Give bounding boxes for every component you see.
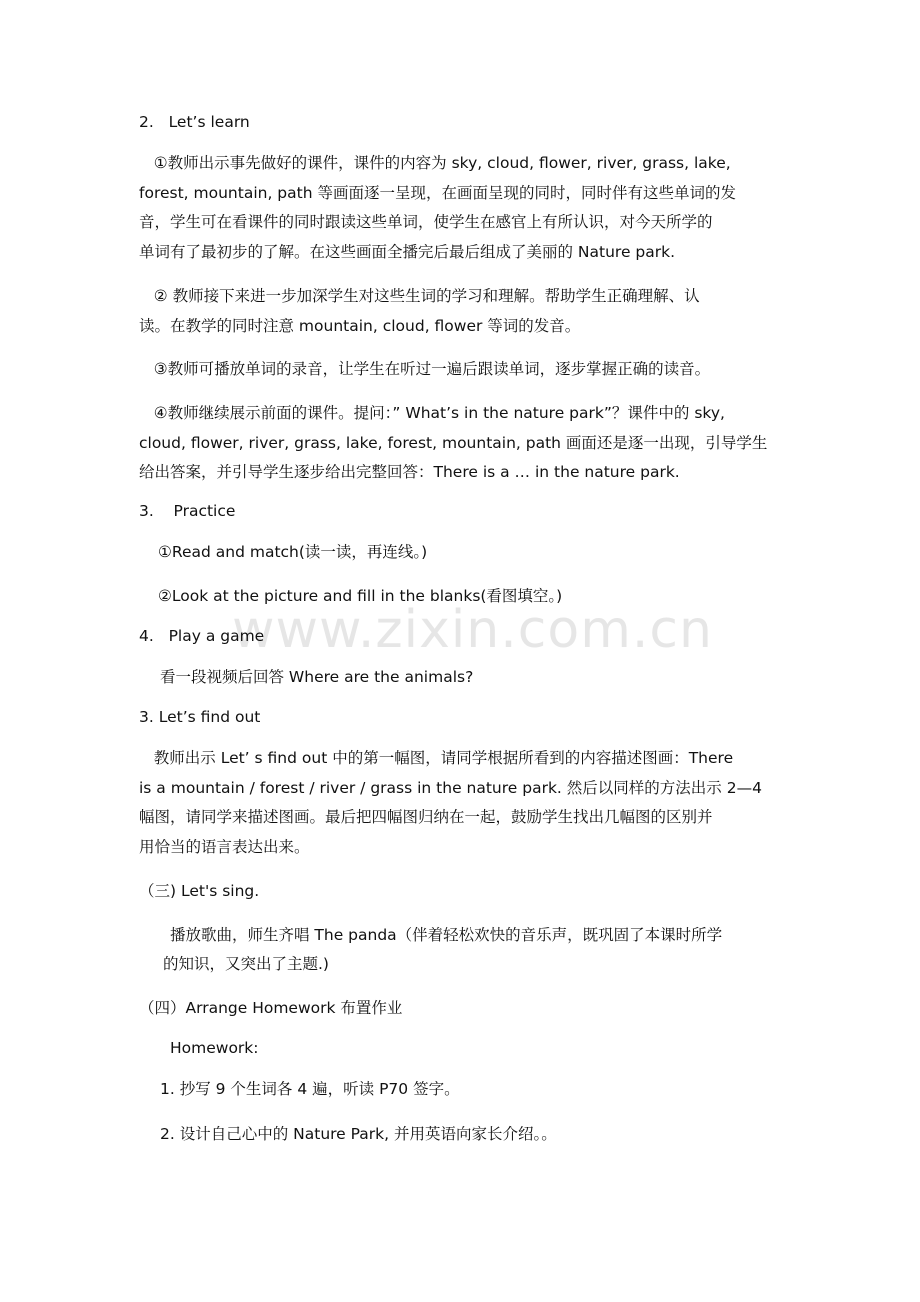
paragraph-learn-step4 [139,399,779,488]
text-line: ①教师出示事先做好的课件，课件的内容为 sky, cloud, flower, river, grass, lake, [139,154,731,172]
text-line: 用恰当的语言表达出来。 [139,837,310,856]
watermark-text: www.zixin.com.cn [232,600,713,660]
paragraph-learn-step1 [139,149,779,267]
text-line: ④教师继续展示前面的课件。提问：” What’s in the nature park”？课件中的 sky, [139,404,725,422]
sing-text-line2: 的知识，又突出了主题.) [163,955,329,973]
paragraph-learn-step2 [139,282,779,341]
text-line: 单词有了最初步的了解。在这些画面全播完后最后组成了美丽的 Nature park. [139,242,676,261]
text-line: ③教师可播放单词的录音，让学生在听过一遍后跟读单词，逐步掌握正确的读音。 [139,360,711,378]
homework-label: Homework: [170,1039,259,1057]
section-heading-homework: （四）Arrange Homework 布置作业 [139,999,403,1017]
text-line: 幅图，请同学来描述图画。最后把四幅图归纳在一起，鼓励学生找出几幅图的区别并 [139,808,713,826]
section-heading-find-out: 3. Let’s find out [139,708,261,726]
section-heading-lets-sing: （三) Let's sing. [139,882,260,900]
practice-item-read-match: ①Read and match(读一读，再连线。) [158,543,428,561]
text-line: 读。在教学的同时注意 mountain, cloud, flower 等词的发音。 [139,316,581,335]
section-heading-practice: 3. Practice [139,502,236,520]
text-line: is a mountain / forest / river / grass in the nature park. 然后以同样的方法出示 2—4 [139,778,762,797]
practice-item-fill-blanks: ②Look at the picture and fill in the blanks(看图填空。) [158,587,563,605]
text-line: 给出答案，并引导学生逐步给出完整回答：There is a … in the nature park. [139,463,680,481]
text-line: ② 教师接下来进一步加深学生对这些生词的学习和理解。帮助学生正确理解、认 [139,287,700,305]
text-line: 教师出示 Let’ s find out 中的第一幅图，请同学根据所看到的内容描述图画：There [139,749,734,767]
game-instruction: 看一段视频后回答 Where are the animals? [160,668,474,686]
paragraph-find-out [139,744,779,862]
homework-item-2: 2. 设计自己心中的 Nature Park, 并用英语向家长介绍。。 [160,1125,557,1143]
homework-item-1: 1. 抄写 9 个生词各 4 遍，听读 P70 签字。 [160,1080,460,1098]
text-line: forest, mountain, path 等画面逐一呈现，在画面呈现的同时，同时伴有这些单词的发 [139,183,736,202]
paragraph-learn-step3 [139,355,779,385]
text-line: 音，学生可在看课件的同时跟读这些单词，使学生在感官上有所认识，对今天所学的 [139,213,713,231]
text-line: cloud, flower, river, grass, lake, forest, mountain, path 画面还是逐一出现，引导学生 [139,433,768,452]
section-heading-play-game: 4. Play a game [139,627,265,645]
section-heading-lets-learn: 2. Let’s learn [139,113,250,131]
sing-text-line1: 播放歌曲，师生齐唱 The panda（伴着轻松欢快的音乐声，既巩固了本课时所学 [170,926,723,944]
